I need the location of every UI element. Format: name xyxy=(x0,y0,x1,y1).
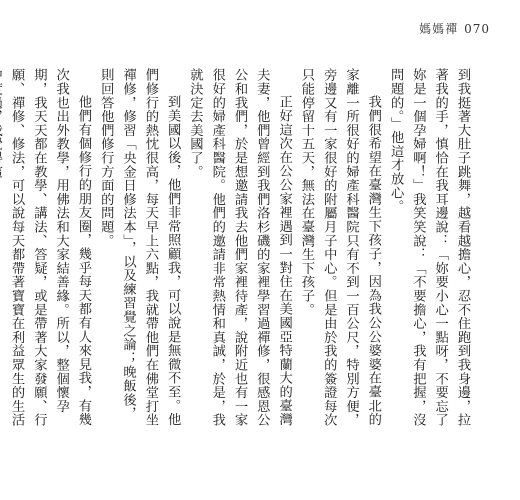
paragraph: 到美國以後，他們非常照顧我，可以說是無微不至。他們修行的熱忱很高，每天早上六點，我就帶他們在佛堂打坐禪修，修習「央金日修法本」，以及練習覺之論；晚飯後，則回答他們修行方面的問題。 xyxy=(98,68,181,427)
paragraph: 到我挺著大肚子跳舞，越看越擔心，忍不住跑到我身邊，拉著我的手，慎恰在我耳邊說：「妳要小心一點呀，不要忘了妳是一個孕婦啊！」我笑笑說：「不要擔心，我有把握，沒問題的。」他這才放心。 xyxy=(388,68,470,427)
page-number: 070 xyxy=(464,22,490,36)
paragraph: 他們有個修行的朋友圈，幾乎每天都有人來見我，有幾次我也出外教學，用佛法和大家結善緣。所以，整個懷孕期，我天天都在教學、講法、答疑，或是帶著大家發願、行願、禪修、修法，可以說每天都帶著寶寶在利益眾生的生活 xyxy=(9,68,91,427)
paragraph: 我們很希望在臺灣生下孩子，因為我公公婆婆在臺北的家離一所很好的婦產科醫院只有不到一百公尺，特別方便，旁邊又有一家很好的附屬月子中心。但是由於我的簽證每次只能停留十五天，無法在臺灣生下孩子。 xyxy=(298,68,381,427)
running-header xyxy=(50,22,490,36)
paragraph: 正好這次在公公家裡遇到一對住在美國亞特蘭大的臺灣夫妻，他們曾經到我們洛杉磯的家裡學習過禪修，很感恩公公和我們，於是想邀請我去他們家裡待產，說附近也有一家很好的婦產科醫院。他們的邀請非常熱情和真誠，於是，我就決定去美國了。 xyxy=(187,68,292,427)
body-text xyxy=(9,68,473,430)
book-title: 媽媽禪 xyxy=(419,22,459,36)
